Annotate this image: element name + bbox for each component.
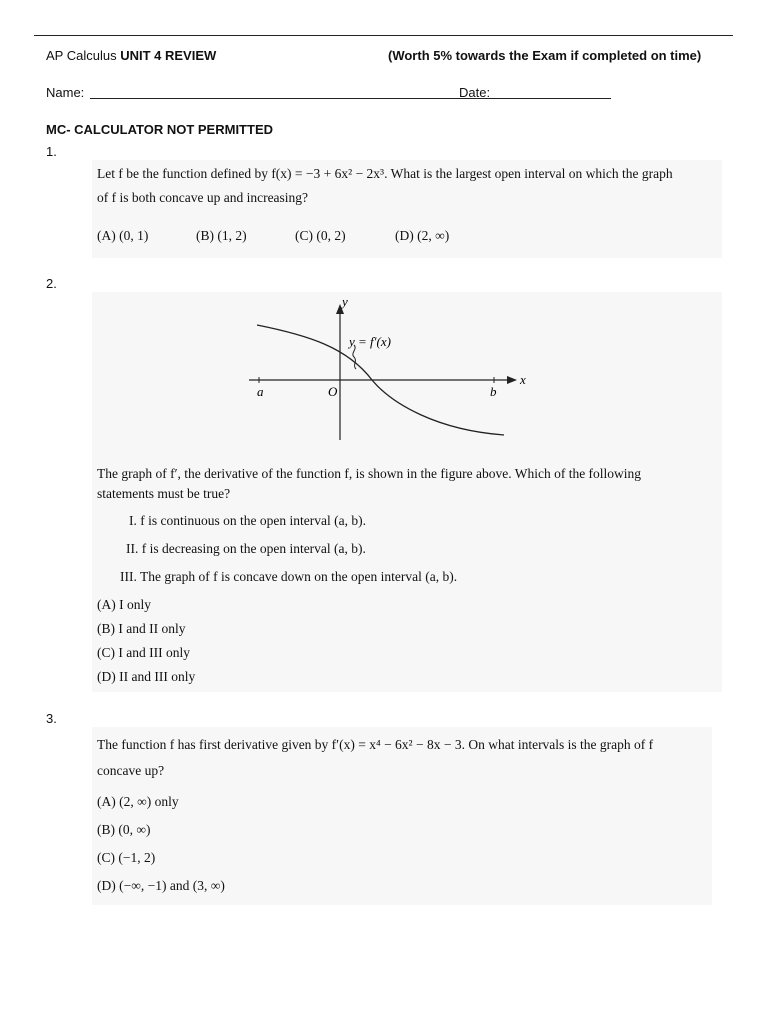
- question-3-number: 3.: [46, 711, 57, 726]
- question-1-option-c[interactable]: (C) (0, 2): [295, 228, 346, 243]
- question-1-number: 1.: [46, 144, 57, 159]
- y-axis-label: y: [342, 294, 348, 309]
- derivative-graph: [92, 292, 722, 452]
- date-field[interactable]: [491, 98, 611, 99]
- name-date-row: [46, 85, 666, 103]
- question-2-number: 2.: [46, 276, 57, 291]
- origin-label: O: [328, 384, 338, 399]
- question-2-stem-line-2: statements must be true?: [97, 486, 231, 501]
- course-name: AP Calculus: [46, 48, 117, 63]
- question-2-option-d[interactable]: (D) II and III only: [97, 669, 196, 684]
- unit-title: UNIT 4 REVIEW: [120, 48, 217, 63]
- question-1-stem-line-2: of f is both concave up and increasing?: [97, 190, 309, 205]
- question-2-option-a[interactable]: (A) I only: [97, 597, 151, 612]
- statement-3: III. The graph of f is concave down on the open interval (a, b).: [120, 569, 458, 584]
- question-3-option-c[interactable]: (C) (−1, 2): [97, 850, 156, 865]
- name-field[interactable]: [90, 98, 496, 99]
- x-axis-label: x: [520, 372, 526, 387]
- question-1-option-a[interactable]: (A) (0, 1): [97, 228, 149, 243]
- curve-label: y = f′(x): [349, 334, 391, 349]
- date-label: Date:: [459, 85, 491, 100]
- statement-1: I. f is continuous on the open interval (a, b).: [129, 513, 366, 528]
- question-1-option-b[interactable]: (B) (1, 2): [196, 228, 247, 243]
- question-3-option-d[interactable]: (D) (−∞, −1) and (3, ∞): [97, 878, 225, 893]
- course-header: [46, 48, 216, 63]
- x-axis-arrow: [507, 376, 517, 384]
- question-1-option-d[interactable]: (D) (2, ∞): [395, 228, 450, 243]
- top-rule: [34, 35, 733, 36]
- name-label: Name:: [46, 85, 85, 100]
- question-3-option-b[interactable]: (B) (0, ∞): [97, 822, 151, 837]
- question-3-option-a[interactable]: (A) (2, ∞) only: [97, 794, 179, 809]
- question-2-option-b[interactable]: (B) I and II only: [97, 621, 186, 636]
- question-2: [92, 292, 722, 692]
- statement-2: II. f is decreasing on the open interval (a, b).: [126, 541, 366, 556]
- question-3: [92, 727, 712, 905]
- question-1-stem-line-1: Let f be the function defined by f(x) = −3 + 6x² − 2x³. What is the largest open interval on which the graph: [97, 166, 673, 181]
- question-2-option-c[interactable]: (C) I and III only: [97, 645, 190, 660]
- question-3-stem-line-2: concave up?: [97, 763, 165, 778]
- question-2-stem-line-1: The graph of f′, the derivative of the function f, is shown in the figure above. Which of the following: [97, 466, 642, 481]
- b-label: b: [490, 384, 497, 399]
- a-label: a: [257, 384, 264, 399]
- worth-note: (Worth 5% towards the Exam if completed on time): [388, 48, 702, 63]
- question-1: [92, 160, 722, 258]
- section-title: MC- CALCULATOR NOT PERMITTED: [46, 122, 273, 137]
- question-3-stem-line-1: The function f has first derivative given by f′(x) = x⁴ − 6x² − 8x − 3. On what intervals is the graph of f: [97, 737, 654, 752]
